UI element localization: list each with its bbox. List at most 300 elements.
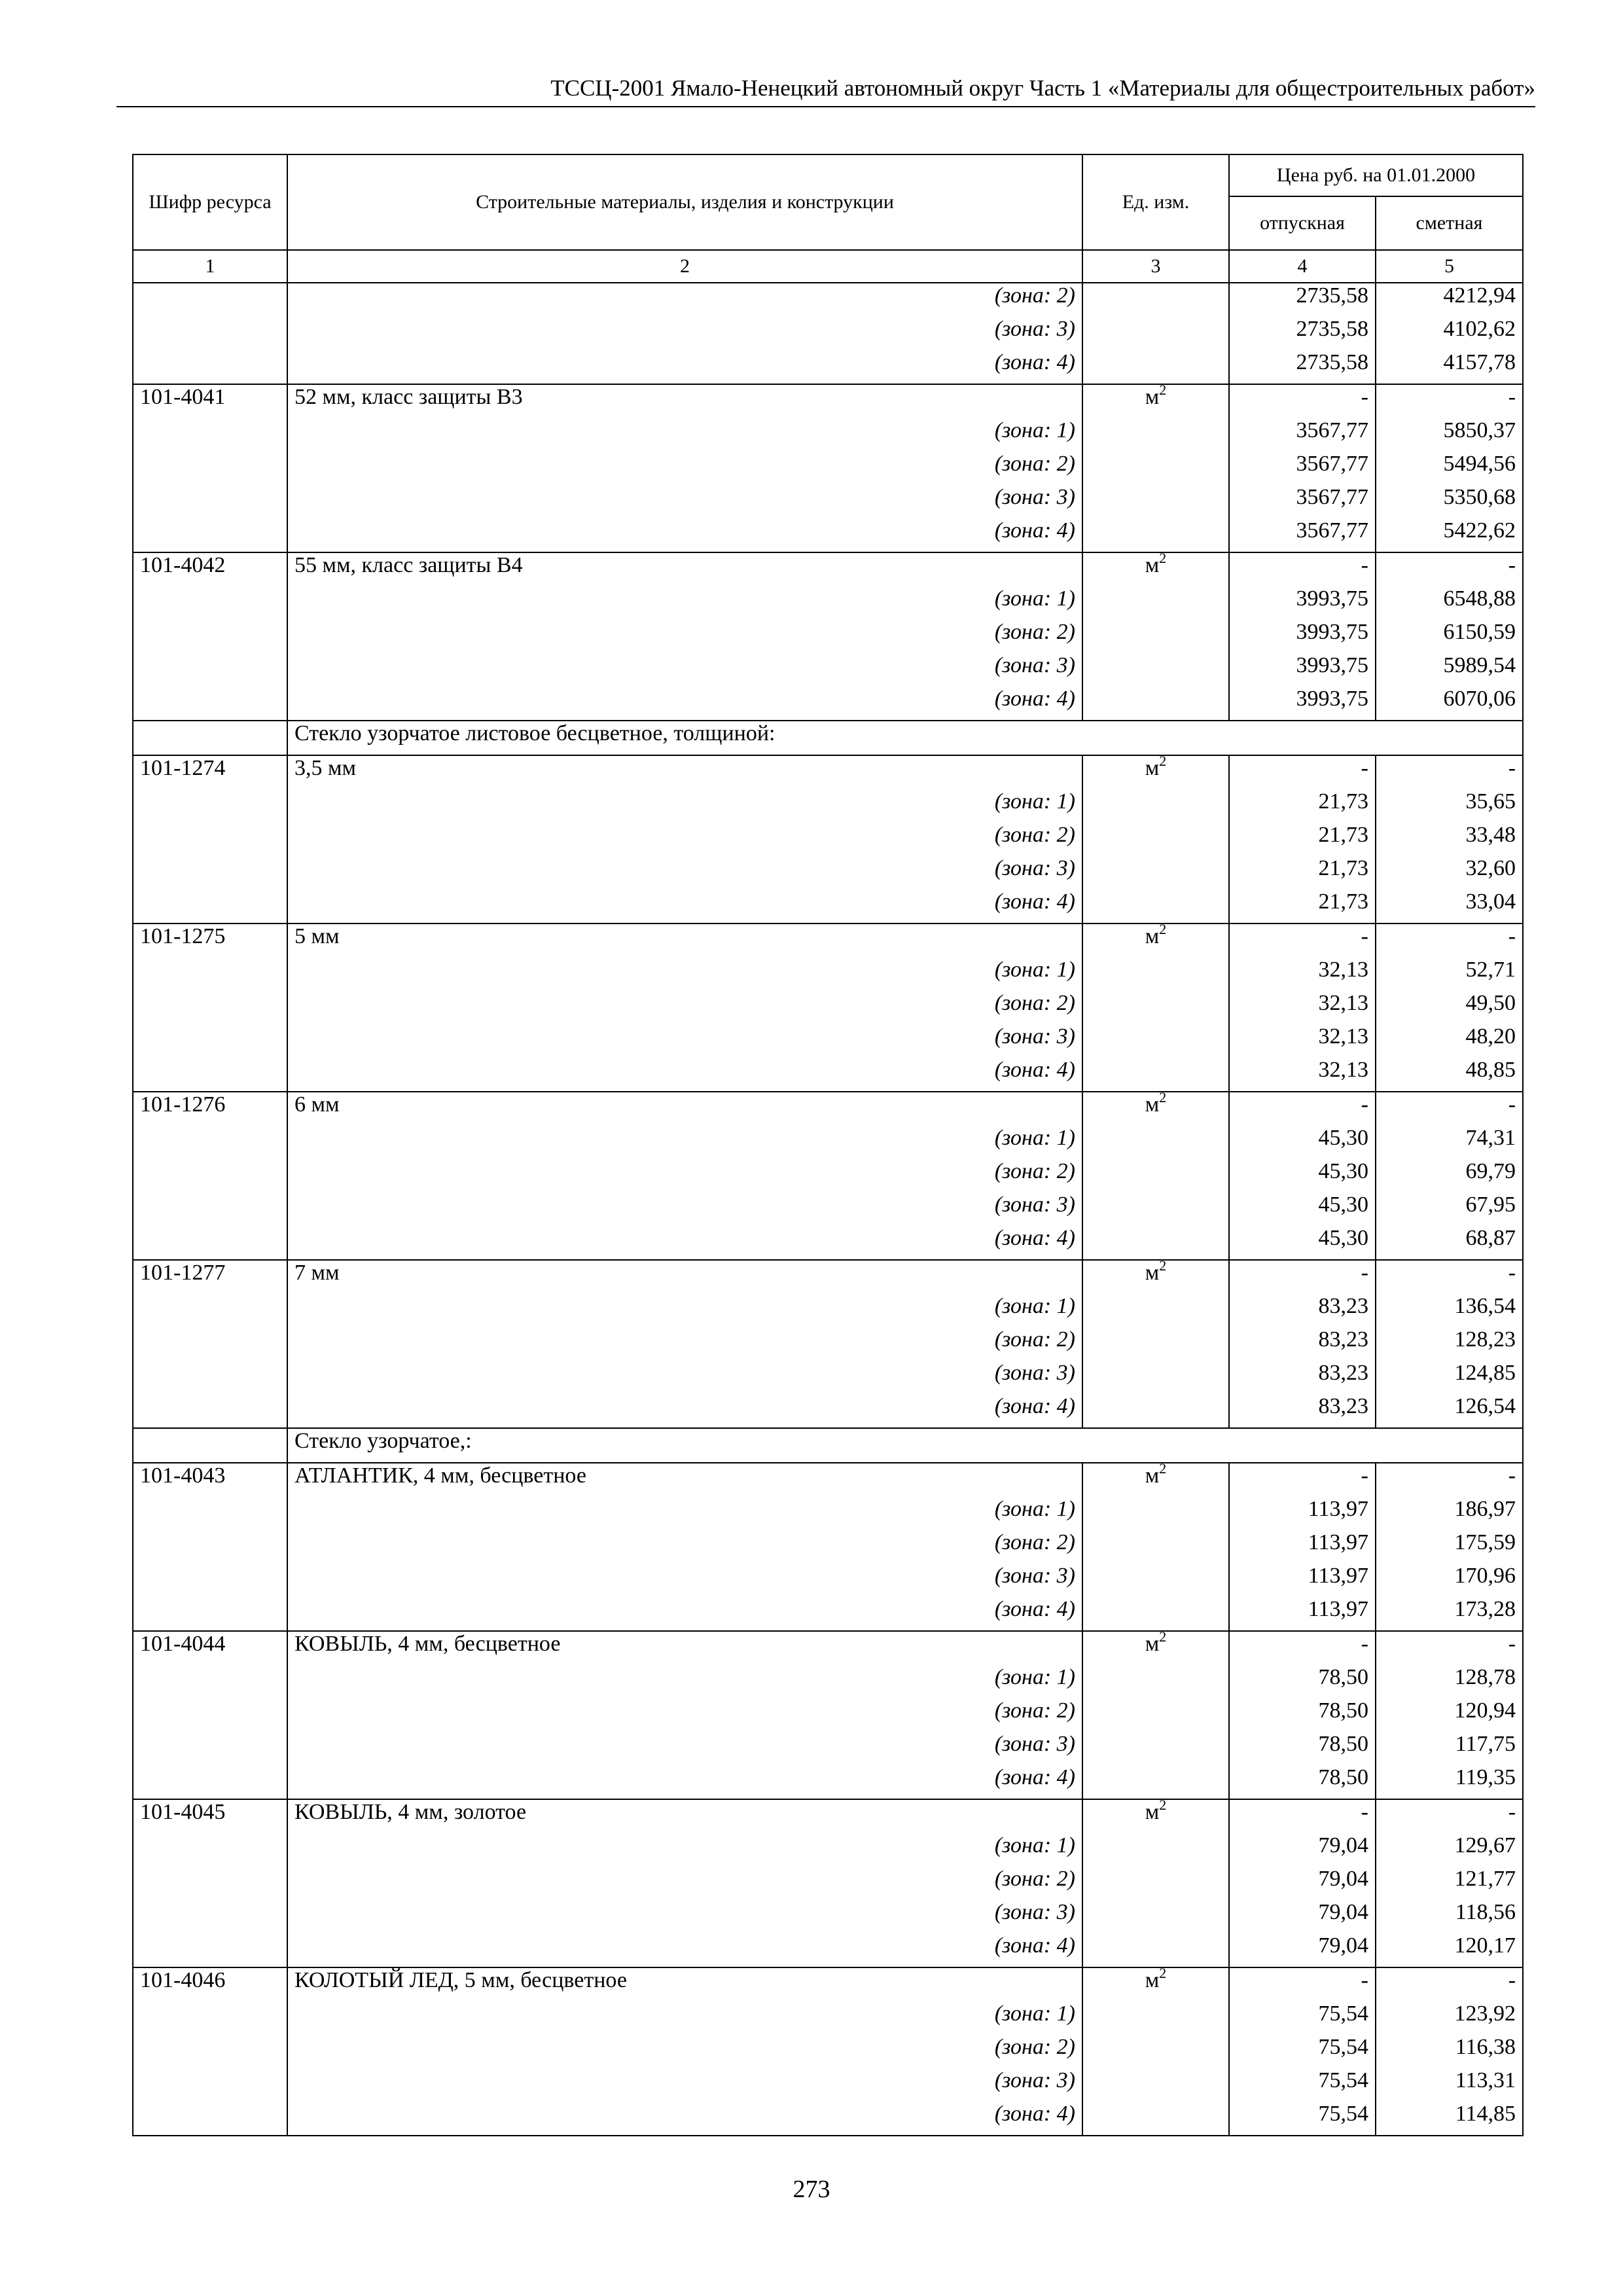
unit-cell	[1082, 921, 1229, 958]
table-row	[133, 2102, 1523, 2136]
table-row	[133, 1765, 1523, 1799]
unit-cell	[1082, 350, 1229, 384]
resource-code	[133, 823, 287, 856]
estimate-price: -	[1376, 924, 1523, 958]
zone-label: (зона: 4)	[287, 518, 1082, 552]
estimate-price: -	[1376, 552, 1523, 586]
estimate-price: 5989,54	[1376, 653, 1523, 687]
resource-code	[133, 1698, 287, 1732]
estimate-price: 4212,94	[1376, 283, 1523, 317]
zone-label: (зона: 4)	[287, 1933, 1082, 1967]
resource-code: 101-1274	[133, 755, 287, 789]
release-price: 2735,58	[1229, 283, 1376, 317]
release-price: -	[1229, 1967, 1376, 2001]
zone-label: (зона: 4)	[287, 889, 1082, 924]
estimate-price: -	[1376, 1631, 1523, 1665]
release-price: 2735,58	[1229, 350, 1376, 384]
unit-cell	[1082, 856, 1229, 889]
zone-label: (зона: 3)	[287, 856, 1082, 889]
unit-cell	[1082, 1867, 1229, 1900]
table-row	[133, 1867, 1523, 1900]
estimate-price: 35,65	[1376, 789, 1523, 823]
header-estimate: сметная	[1376, 196, 1523, 250]
resource-code	[133, 1226, 287, 1260]
table-row	[133, 1058, 1523, 1092]
release-price: 32,13	[1229, 991, 1376, 1024]
unit-cell	[1082, 1159, 1229, 1193]
resource-code	[133, 2102, 287, 2136]
table-row	[133, 1394, 1523, 1428]
section-row	[133, 721, 1523, 755]
table-row	[133, 789, 1523, 823]
resource-code	[133, 1732, 287, 1765]
unit-cell	[1082, 518, 1229, 552]
estimate-price: 121,77	[1376, 1867, 1523, 1900]
release-price: 78,50	[1229, 1698, 1376, 1732]
resource-code: 101-1276	[133, 1092, 287, 1126]
release-price: 3993,75	[1229, 687, 1376, 721]
resource-code	[133, 1665, 287, 1698]
table-row	[133, 283, 1523, 317]
unit-cell	[1082, 552, 1229, 586]
unit-cell	[1082, 1833, 1229, 1867]
release-price: 79,04	[1229, 1933, 1376, 1967]
resource-code	[133, 518, 287, 552]
estimate-price: 114,85	[1376, 2102, 1523, 2136]
estimate-price: 33,48	[1376, 823, 1523, 856]
unit-exponent: 2	[1159, 1089, 1167, 1105]
unit-text: м	[1145, 924, 1160, 948]
table-row	[133, 1665, 1523, 1698]
zone-label: (зона: 1)	[287, 1833, 1082, 1867]
unit-cell	[1082, 2068, 1229, 2102]
release-price: 83,23	[1229, 1294, 1376, 1327]
unit-cell	[1082, 1698, 1229, 1732]
zone-label: (зона: 1)	[287, 1497, 1082, 1530]
zone-label: (зона: 2)	[287, 283, 1082, 317]
estimate-price: 129,67	[1376, 1833, 1523, 1867]
unit-text: м	[1145, 553, 1160, 577]
zone-label: (зона: 1)	[287, 2001, 1082, 2035]
unit-cell	[1082, 1732, 1229, 1765]
estimate-price: 52,71	[1376, 958, 1523, 991]
release-price: 3567,77	[1229, 452, 1376, 485]
resource-code	[133, 350, 287, 384]
table-row	[133, 1092, 1523, 1126]
unit-text: м	[1145, 1800, 1160, 1824]
unit-cell	[1082, 1967, 1229, 2001]
resource-code	[133, 1564, 287, 1597]
unit-cell	[1082, 1530, 1229, 1564]
zone-label: (зона: 2)	[287, 2035, 1082, 2068]
release-price: 32,13	[1229, 958, 1376, 991]
resource-code	[133, 317, 287, 350]
resource-code	[133, 1394, 287, 1428]
table-row	[133, 1597, 1523, 1631]
zone-label: (зона: 1)	[287, 418, 1082, 452]
estimate-price: 170,96	[1376, 1564, 1523, 1597]
estimate-price: -	[1376, 1967, 1523, 2001]
release-price: 83,23	[1229, 1361, 1376, 1394]
table-row	[133, 1226, 1523, 1260]
zone-label: (зона: 2)	[287, 991, 1082, 1024]
zone-label: (зона: 2)	[287, 1159, 1082, 1193]
table-row	[133, 1260, 1523, 1294]
resource-code: 101-4046	[133, 1967, 287, 2001]
estimate-price: 128,78	[1376, 1665, 1523, 1698]
estimate-price: 116,38	[1376, 2035, 1523, 2068]
release-price: -	[1229, 1260, 1376, 1294]
unit-cell	[1082, 1394, 1229, 1428]
table-row	[133, 1900, 1523, 1933]
estimate-price: 120,17	[1376, 1933, 1523, 1967]
resource-code: 101-4041	[133, 384, 287, 418]
release-price: 75,54	[1229, 2102, 1376, 2136]
header-price: Цена руб. на 01.01.2000	[1229, 154, 1523, 196]
resource-code: 101-1275	[133, 924, 287, 958]
release-price: -	[1229, 1631, 1376, 1665]
resource-code	[133, 2035, 287, 2068]
unit-exponent: 2	[1159, 1460, 1167, 1477]
estimate-price: 124,85	[1376, 1361, 1523, 1394]
table-row	[133, 317, 1523, 350]
estimate-price: 74,31	[1376, 1126, 1523, 1159]
resource-code	[133, 418, 287, 452]
zone-label: (зона: 3)	[287, 653, 1082, 687]
unit-cell	[1082, 1799, 1229, 1833]
table-row	[133, 620, 1523, 653]
zone-label: (зона: 2)	[287, 823, 1082, 856]
release-price: 75,54	[1229, 2035, 1376, 2068]
resource-code	[133, 620, 287, 653]
table-row	[133, 755, 1523, 789]
table-row	[133, 1024, 1523, 1058]
table-row	[133, 1327, 1523, 1361]
estimate-price: 48,20	[1376, 1024, 1523, 1058]
release-price: 113,97	[1229, 1597, 1376, 1631]
estimate-price: 136,54	[1376, 1294, 1523, 1327]
table-row	[133, 586, 1523, 620]
zone-label: (зона: 1)	[287, 1665, 1082, 1698]
zone-label: (зона: 3)	[287, 485, 1082, 518]
table-row	[133, 2001, 1523, 2035]
release-price: 3993,75	[1229, 586, 1376, 620]
table-row	[133, 1933, 1523, 1967]
release-price: 45,30	[1229, 1159, 1376, 1193]
unit-text: м	[1145, 1968, 1160, 1992]
release-price: 79,04	[1229, 1833, 1376, 1867]
estimate-price: 173,28	[1376, 1597, 1523, 1631]
unit-text: м	[1145, 1261, 1160, 1285]
table-row	[133, 1698, 1523, 1732]
resource-code	[133, 789, 287, 823]
zone-label: (зона: 4)	[287, 1597, 1082, 1631]
material-name: 52 мм, класс защиты В3	[287, 384, 1082, 418]
resource-code	[133, 1933, 287, 1967]
resource-code	[133, 1327, 287, 1361]
unit-text: м	[1145, 1632, 1160, 1656]
resource-code	[133, 1530, 287, 1564]
table-row	[133, 958, 1523, 991]
release-price: 32,13	[1229, 1024, 1376, 1058]
section-title: Стекло узорчатое листовое бесцветное, толщиной:	[287, 721, 1523, 755]
table-row	[133, 2068, 1523, 2102]
zone-label: (зона: 4)	[287, 350, 1082, 384]
resource-code: 101-4044	[133, 1631, 287, 1665]
header-code: Шифр ресурса	[133, 154, 287, 250]
estimate-price: 128,23	[1376, 1327, 1523, 1361]
unit-cell	[1082, 1765, 1229, 1799]
release-price: 3993,75	[1229, 653, 1376, 687]
unit-cell	[1082, 1361, 1229, 1394]
unit-cell	[1082, 1564, 1229, 1597]
material-name: КОЛОТЫЙ ЛЕД, 5 мм, бесцветное	[287, 1967, 1082, 2001]
unit-text: м	[1145, 1463, 1160, 1488]
table-row	[133, 1530, 1523, 1564]
unit-cell	[1082, 1933, 1229, 1967]
table-row	[133, 856, 1523, 889]
resource-code	[133, 1193, 287, 1226]
zone-label: (зона: 2)	[287, 1530, 1082, 1564]
resource-code: 101-1277	[133, 1260, 287, 1294]
unit-cell	[1082, 317, 1229, 350]
table-row	[133, 1159, 1523, 1193]
release-price: 75,54	[1229, 2001, 1376, 2035]
zone-label: (зона: 2)	[287, 452, 1082, 485]
release-price: 79,04	[1229, 1867, 1376, 1900]
unit-cell	[1082, 1900, 1229, 1933]
table-row	[133, 991, 1523, 1024]
table-row	[133, 1126, 1523, 1159]
estimate-price: -	[1376, 384, 1523, 418]
unit-cell	[1082, 485, 1229, 518]
table-row	[133, 418, 1523, 452]
estimate-price: 175,59	[1376, 1530, 1523, 1564]
estimate-price: -	[1376, 755, 1523, 789]
material-name: КОВЫЛЬ, 4 мм, золотое	[287, 1799, 1082, 1833]
zone-label: (зона: 3)	[287, 1564, 1082, 1597]
resource-code	[133, 653, 287, 687]
unit-cell	[1082, 2001, 1229, 2035]
unit-cell	[1082, 1089, 1229, 1126]
estimate-price: 5494,56	[1376, 452, 1523, 485]
release-price: 78,50	[1229, 1732, 1376, 1765]
release-price: 113,97	[1229, 1530, 1376, 1564]
table-row	[133, 1732, 1523, 1765]
zone-label: (зона: 4)	[287, 687, 1082, 721]
material-name: КОВЫЛЬ, 4 мм, бесцветное	[287, 1631, 1082, 1665]
table-row	[133, 1294, 1523, 1327]
header-unit: Ед. изм.	[1082, 154, 1229, 250]
estimate-price: 120,94	[1376, 1698, 1523, 1732]
resource-code: 101-4045	[133, 1799, 287, 1833]
resource-code	[133, 1833, 287, 1867]
zone-label: (зона: 4)	[287, 1394, 1082, 1428]
unit-cell	[1082, 1597, 1229, 1631]
release-price: 78,50	[1229, 1765, 1376, 1799]
table-row	[133, 1967, 1523, 2001]
zone-label: (зона: 2)	[287, 1867, 1082, 1900]
resource-code	[133, 452, 287, 485]
resource-code	[133, 485, 287, 518]
header-rule	[116, 106, 1535, 107]
zone-label: (зона: 3)	[287, 1900, 1082, 1933]
unit-exponent: 2	[1159, 550, 1167, 566]
unit-text: м	[1145, 385, 1160, 409]
unit-exponent: 2	[1159, 1797, 1167, 1813]
estimate-price: 5422,62	[1376, 518, 1523, 552]
estimate-price: 49,50	[1376, 991, 1523, 1024]
unit-cell	[1082, 620, 1229, 653]
table-head	[133, 154, 1523, 283]
table-body	[133, 283, 1523, 2136]
estimate-price: -	[1376, 1260, 1523, 1294]
estimate-price: 119,35	[1376, 1765, 1523, 1799]
release-price: 3993,75	[1229, 620, 1376, 653]
resource-code	[133, 283, 287, 317]
column-number-1: 1	[133, 250, 287, 283]
release-price: 21,73	[1229, 823, 1376, 856]
table-row	[133, 350, 1523, 384]
resource-code	[133, 1900, 287, 1933]
resource-code	[133, 1024, 287, 1058]
zone-label: (зона: 3)	[287, 1361, 1082, 1394]
release-price: -	[1229, 1092, 1376, 1126]
resource-code	[133, 687, 287, 721]
release-price: 2735,58	[1229, 317, 1376, 350]
estimate-price: -	[1376, 1092, 1523, 1126]
material-name: АТЛАНТИК, 4 мм, бесцветное	[287, 1463, 1082, 1497]
unit-cell	[1082, 2102, 1229, 2136]
zone-label: (зона: 4)	[287, 1058, 1082, 1092]
estimate-price: 4157,78	[1376, 350, 1523, 384]
unit-cell	[1082, 1024, 1229, 1058]
unit-cell	[1082, 755, 1229, 789]
unit-text: м	[1145, 1092, 1160, 1117]
estimate-price: 6548,88	[1376, 586, 1523, 620]
resource-code	[133, 1294, 287, 1327]
unit-cell	[1082, 418, 1229, 452]
unit-cell	[1082, 1628, 1229, 1665]
zone-label: (зона: 4)	[287, 1765, 1082, 1799]
zone-label: (зона: 1)	[287, 1126, 1082, 1159]
resource-code	[133, 1126, 287, 1159]
code-cell	[133, 1428, 287, 1463]
resource-code: 101-4043	[133, 1463, 287, 1497]
zone-label: (зона: 3)	[287, 2068, 1082, 2102]
resource-code	[133, 1497, 287, 1530]
resource-code	[133, 1867, 287, 1900]
release-price: -	[1229, 552, 1376, 586]
release-price: 113,97	[1229, 1497, 1376, 1530]
unit-cell	[1082, 1294, 1229, 1327]
section-row	[133, 1428, 1523, 1463]
table-row	[133, 384, 1523, 418]
release-price: -	[1229, 1799, 1376, 1833]
header-name: Строительные материалы, изделия и конструкции	[287, 154, 1082, 250]
estimate-price: 6070,06	[1376, 687, 1523, 721]
zone-label: (зона: 1)	[287, 1294, 1082, 1327]
estimate-price: -	[1376, 1799, 1523, 1833]
release-price: 3567,77	[1229, 518, 1376, 552]
release-price: -	[1229, 384, 1376, 418]
unit-cell	[1082, 1058, 1229, 1092]
estimate-price: 118,56	[1376, 1900, 1523, 1933]
unit-cell	[1082, 1126, 1229, 1159]
release-price: 83,23	[1229, 1394, 1376, 1428]
material-name: 5 мм	[287, 924, 1082, 958]
release-price: 83,23	[1229, 1327, 1376, 1361]
table-row	[133, 924, 1523, 958]
unit-cell	[1082, 789, 1229, 823]
zone-label: (зона: 3)	[287, 1024, 1082, 1058]
zone-label: (зона: 1)	[287, 958, 1082, 991]
unit-cell	[1082, 958, 1229, 991]
price-table	[132, 154, 1524, 2136]
table-row	[133, 823, 1523, 856]
unit-cell	[1082, 452, 1229, 485]
release-price: 32,13	[1229, 1058, 1376, 1092]
unit-cell	[1082, 687, 1229, 721]
release-price: 21,73	[1229, 789, 1376, 823]
zone-label: (зона: 3)	[287, 1732, 1082, 1765]
estimate-price: 6150,59	[1376, 620, 1523, 653]
estimate-price: 33,04	[1376, 889, 1523, 924]
estimate-price: 5850,37	[1376, 418, 1523, 452]
release-price: -	[1229, 755, 1376, 789]
unit-exponent: 2	[1159, 1965, 1167, 1981]
unit-cell	[1082, 1257, 1229, 1294]
estimate-price: 123,92	[1376, 2001, 1523, 2035]
table-row	[133, 2035, 1523, 2068]
release-price: 78,50	[1229, 1665, 1376, 1698]
estimate-price: 113,31	[1376, 2068, 1523, 2102]
unit-exponent: 2	[1159, 1257, 1167, 1274]
unit-cell	[1082, 991, 1229, 1024]
resource-code	[133, 2068, 287, 2102]
zone-label: (зона: 3)	[287, 317, 1082, 350]
unit-cell	[1082, 1460, 1229, 1497]
release-price: 75,54	[1229, 2068, 1376, 2102]
table-row	[133, 1193, 1523, 1226]
resource-code	[133, 1597, 287, 1631]
unit-exponent: 2	[1159, 1628, 1167, 1645]
resource-code	[133, 958, 287, 991]
zone-label: (зона: 2)	[287, 1327, 1082, 1361]
release-price: 113,97	[1229, 1564, 1376, 1597]
page-number: 273	[793, 2176, 830, 2203]
estimate-price: 4102,62	[1376, 317, 1523, 350]
estimate-price: 126,54	[1376, 1394, 1523, 1428]
table-row	[133, 1631, 1523, 1665]
resource-code	[133, 991, 287, 1024]
release-price: -	[1229, 1463, 1376, 1497]
unit-cell	[1082, 2035, 1229, 2068]
unit-text: м	[1145, 756, 1160, 780]
estimate-price: 5350,68	[1376, 485, 1523, 518]
page-header: ТССЦ-2001 Ямало-Ненецкий автономный округ Часть 1 «Материалы для общестроительных работ»	[550, 75, 1535, 101]
column-number-4: 4	[1229, 250, 1376, 283]
estimate-price: 48,85	[1376, 1058, 1523, 1092]
release-price: 21,73	[1229, 856, 1376, 889]
column-number-2: 2	[287, 250, 1082, 283]
unit-cell	[1082, 1497, 1229, 1530]
estimate-price: 68,87	[1376, 1226, 1523, 1260]
resource-code	[133, 856, 287, 889]
unit-cell	[1082, 889, 1229, 924]
table-row	[133, 485, 1523, 518]
unit-cell	[1082, 653, 1229, 687]
